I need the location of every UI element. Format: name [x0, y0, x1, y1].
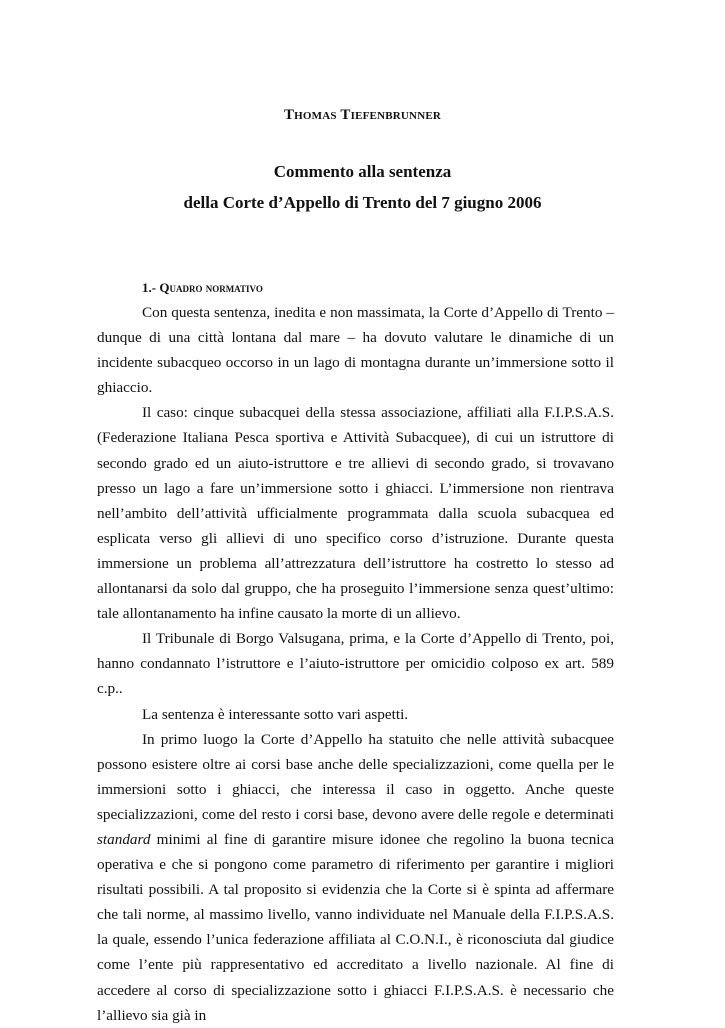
paragraph-3: Il Tribunale di Borgo Valsugana, prima, e la Corte d’Appello di Trento, poi, hanno condannato l’istruttore e l’aiuto-istruttore per omicidio colposo ex art. 589 c.p.. [97, 630, 614, 698]
paragraph-5-italic-term: standard [97, 830, 151, 848]
section-heading: 1.- Quadro normativo [142, 280, 263, 295]
paragraph-5 [97, 727, 614, 1028]
document-title-line-2: della Corte d’Appello di Trento del 7 giugno 2006 [183, 193, 542, 212]
section-body [97, 300, 614, 1028]
author-name: Thomas Tiefenbrunner [283, 107, 442, 123]
section-quadro-normativo [0, 280, 725, 1028]
paragraph-1: Con questa sentenza, inedita e non massimata, la Corte d’Appello di Trento – dunque di una città lontana dal mare – ha dovuto valutare le dinamiche di un incidente subacqueo occorso in un lago di montagna durante un’immersione sotto il ghiaccio. [97, 304, 614, 397]
paragraph-2: Il caso: cinque subacquei della stessa associazione, affiliati alla F.I.P.S.A.S. (Federazione Italiana Pesca sportiva e Attività Subacquee), di cui un istruttore di secondo grado ed un aiuto-istruttore e tre allievi di secondo grado, si trovavano presso un lago a fare un’immersione sotto i ghiacci. L’immersione non rientrava nell’ambito dell’attività ufficialmente programmata dalla scuola subacquea ed esplicata verso gli allievi di uno specifico corso d’istruzione. Durante questa immersione un problema all’attrezzatura dell’istruttore ha costretto lo stesso ad allontanarsi da solo dal gruppo, che ha proseguito l’immersione senza quest’ultimo: tale allontanamento ha infine causato la morte di un allievo. [97, 404, 614, 623]
paragraph-4: La sentenza è interessante sotto vari aspetti. [142, 705, 409, 723]
paragraph-5-text-a: In primo luogo la Corte d’Appello ha statuito che nelle attività subacquee possono esistere oltre ai corsi base anche delle specializzazioni, come quella per le immersioni sotto i ghiacci, che interessa il caso in oggetto. Anche queste specializzazioni, come del resto i corsi base, devono avere delle regole e determinati [97, 730, 614, 823]
paragraph-5-text-b: minimi al fine di garantire misure idonee che regolino la buona tecnica operativa e che si pongono come parametro di riferimento per garantire i migliori risultati possibili. A tal proposito si evidenzia che la Corte si è spinta ad affermare che tali norme, al massimo livello, vanno individuate nel Manuale della F.I.P.S.A.S. la quale, essendo l’unica federazione affiliata al C.O.N.I., è riconosciuta dal giudice come l’ente più rappresentativo ed accreditato a livello nazionale. Al fine di accedere al corso di specializzazione sotto i ghiacci F.I.P.S.A.S. è necessario che l’allievo sia già in [97, 830, 614, 1024]
document-title-line-1: Commento alla sentenza [273, 162, 452, 181]
